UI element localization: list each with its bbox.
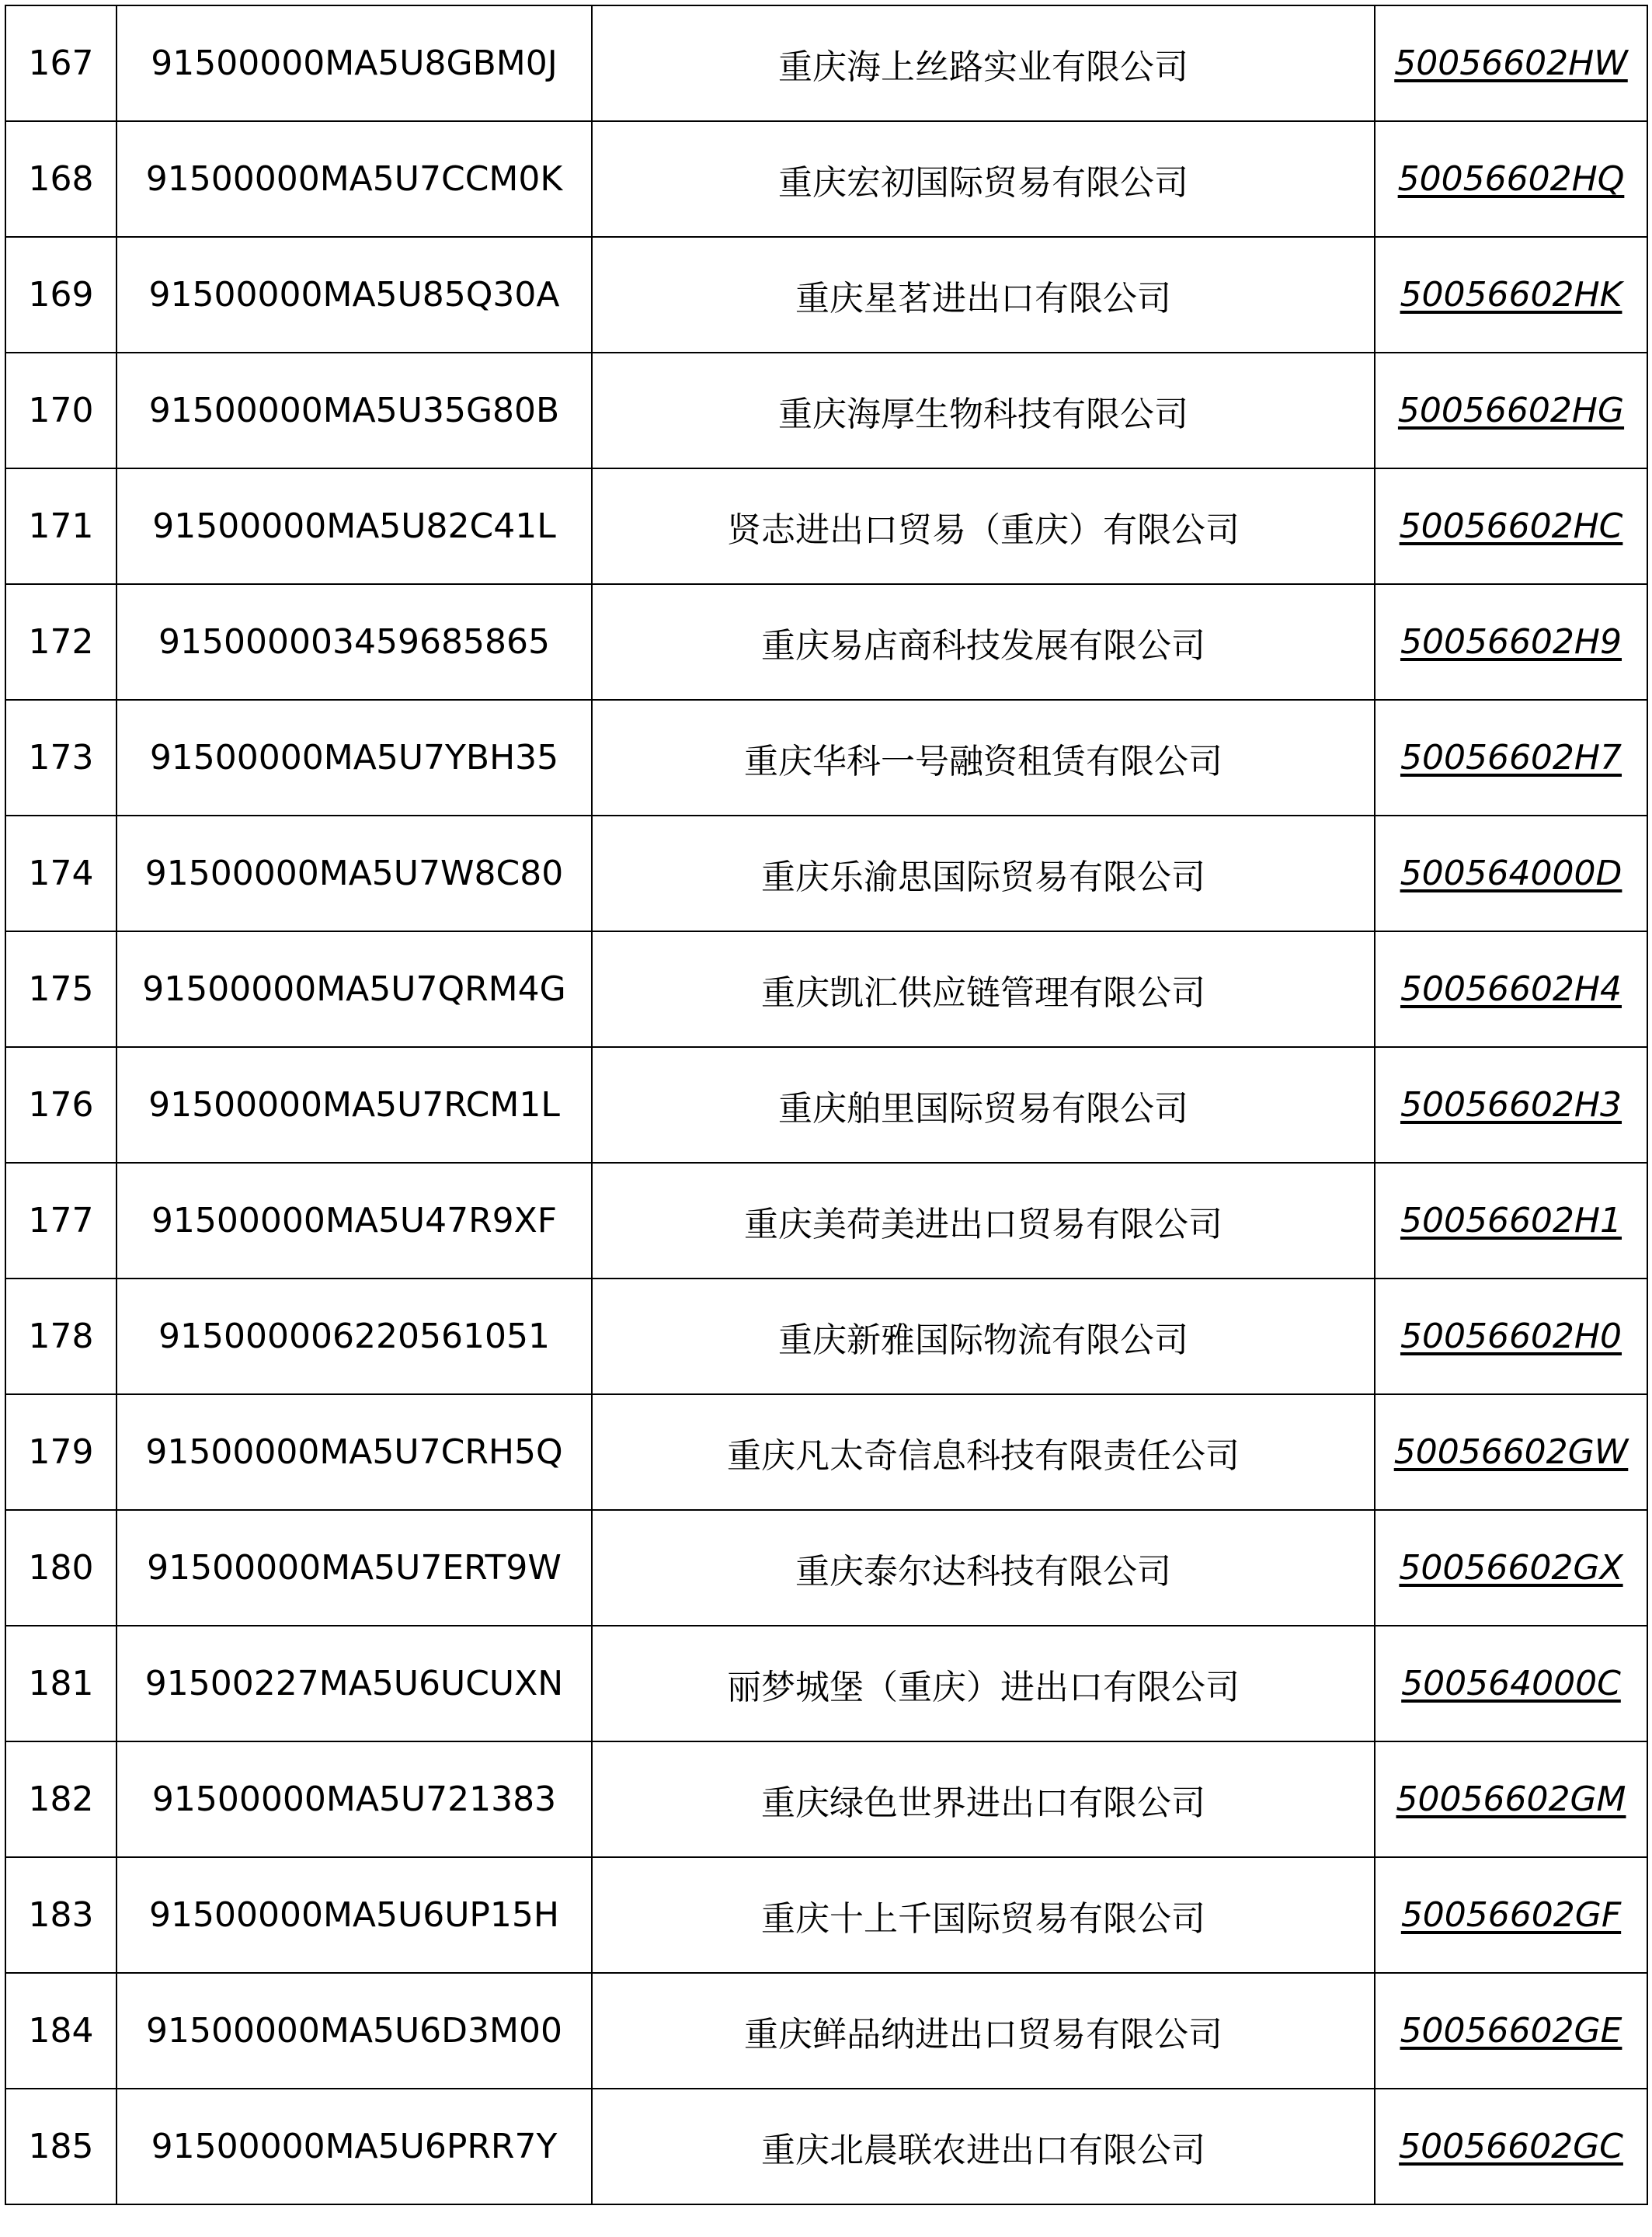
table-row (5, 1394, 1647, 1510)
credit-code-cell: 91500000MA5U6D3M00 (117, 1973, 592, 2089)
credit-code-cell: 915000006220561051 (117, 1279, 592, 1394)
credit-code-cell: 91500000MA5U721383 (117, 1741, 592, 1857)
company-name-cell: 重庆十上千国际贸易有限公司 (592, 1857, 1375, 1973)
company-name-cell: 重庆易店商科技发展有限公司 (592, 584, 1375, 700)
row-number-cell: 179 (5, 1394, 117, 1510)
row-number-cell: 180 (5, 1510, 117, 1626)
row-number-cell: 183 (5, 1857, 117, 1973)
row-number-cell: 169 (5, 237, 117, 353)
row-number-cell: 181 (5, 1626, 117, 1741)
company-name-cell: 重庆乐渝思国际贸易有限公司 (592, 816, 1375, 931)
company-name-cell: 重庆凡太奇信息科技有限责任公司 (592, 1394, 1375, 1510)
credit-code-cell: 91500000MA5U7YBH35 (117, 700, 592, 816)
table-body (5, 5, 1647, 2204)
company-name-cell: 重庆美荷美进出口贸易有限公司 (592, 1163, 1375, 1279)
registration-code-cell: 50056602HC (1375, 468, 1647, 584)
table-row (5, 1510, 1647, 1626)
table-row (5, 1163, 1647, 1279)
registration-code-cell: 50056602H3 (1375, 1047, 1647, 1163)
company-name-cell: 重庆舶里国际贸易有限公司 (592, 1047, 1375, 1163)
table-row (5, 1279, 1647, 1394)
credit-code-cell: 91500000MA5U7W8C80 (117, 816, 592, 931)
row-number-cell: 176 (5, 1047, 117, 1163)
table-row (5, 1857, 1647, 1973)
registration-code-cell: 50056602GC (1375, 2089, 1647, 2204)
registration-code-cell: 50056602HW (1375, 5, 1647, 121)
company-registry-table (5, 5, 1648, 2205)
credit-code-cell: 91500000MA5U7RCM1L (117, 1047, 592, 1163)
row-number-cell: 173 (5, 700, 117, 816)
company-name-cell: 重庆华科一号融资租赁有限公司 (592, 700, 1375, 816)
table-row (5, 5, 1647, 121)
row-number-cell: 184 (5, 1973, 117, 2089)
company-name-cell: 重庆鲜品纳进出口贸易有限公司 (592, 1973, 1375, 2089)
registration-code-cell: 500564000C (1375, 1626, 1647, 1741)
credit-code-cell: 91500000MA5U85Q30A (117, 237, 592, 353)
row-number-cell: 182 (5, 1741, 117, 1857)
registration-code-cell: 50056602H0 (1375, 1279, 1647, 1394)
registration-code-cell: 50056602GF (1375, 1857, 1647, 1973)
table-row (5, 1626, 1647, 1741)
credit-code-cell: 915000003459685865 (117, 584, 592, 700)
company-name-cell: 重庆宏初国际贸易有限公司 (592, 121, 1375, 237)
company-name-cell: 丽梦城堡（重庆）进出口有限公司 (592, 1626, 1375, 1741)
row-number-cell: 178 (5, 1279, 117, 1394)
company-name-cell: 重庆凯汇供应链管理有限公司 (592, 931, 1375, 1047)
row-number-cell: 175 (5, 931, 117, 1047)
table-row (5, 700, 1647, 816)
registration-code-cell: 50056602HG (1375, 353, 1647, 468)
row-number-cell: 168 (5, 121, 117, 237)
registration-code-cell: 50056602GM (1375, 1741, 1647, 1857)
company-name-cell: 重庆海厚生物科技有限公司 (592, 353, 1375, 468)
table-row (5, 816, 1647, 931)
credit-code-cell: 91500000MA5U8GBM0J (117, 5, 592, 121)
registration-code-cell: 50056602H9 (1375, 584, 1647, 700)
company-name-cell: 重庆新雅国际物流有限公司 (592, 1279, 1375, 1394)
company-name-cell: 重庆泰尔达科技有限公司 (592, 1510, 1375, 1626)
credit-code-cell: 91500000MA5U7CRH5Q (117, 1394, 592, 1510)
registration-code-cell: 50056602GX (1375, 1510, 1647, 1626)
credit-code-cell: 91500000MA5U7ERT9W (117, 1510, 592, 1626)
registration-code-cell: 50056602GW (1375, 1394, 1647, 1510)
table-row (5, 237, 1647, 353)
credit-code-cell: 91500227MA5U6UCUXN (117, 1626, 592, 1741)
credit-code-cell: 91500000MA5U7QRM4G (117, 931, 592, 1047)
registration-code-cell: 50056602H1 (1375, 1163, 1647, 1279)
company-name-cell: 重庆海上丝路实业有限公司 (592, 5, 1375, 121)
company-name-cell: 贤志进出口贸易（重庆）有限公司 (592, 468, 1375, 584)
table-row (5, 2089, 1647, 2204)
registration-code-cell: 50056602HK (1375, 237, 1647, 353)
table-row (5, 353, 1647, 468)
table-row (5, 1741, 1647, 1857)
table-row (5, 468, 1647, 584)
registration-code-cell: 500564000D (1375, 816, 1647, 931)
credit-code-cell: 91500000MA5U6PRR7Y (117, 2089, 592, 2204)
credit-code-cell: 91500000MA5U82C41L (117, 468, 592, 584)
registration-code-cell: 50056602HQ (1375, 121, 1647, 237)
company-name-cell: 重庆星茗进出口有限公司 (592, 237, 1375, 353)
registration-code-cell: 50056602GE (1375, 1973, 1647, 2089)
credit-code-cell: 91500000MA5U6UP15H (117, 1857, 592, 1973)
table-row (5, 931, 1647, 1047)
registration-code-cell: 50056602H7 (1375, 700, 1647, 816)
row-number-cell: 170 (5, 353, 117, 468)
credit-code-cell: 91500000MA5U35G80B (117, 353, 592, 468)
company-name-cell: 重庆绿色世界进出口有限公司 (592, 1741, 1375, 1857)
row-number-cell: 167 (5, 5, 117, 121)
row-number-cell: 185 (5, 2089, 117, 2204)
table-row (5, 1973, 1647, 2089)
row-number-cell: 174 (5, 816, 117, 931)
table-row (5, 584, 1647, 700)
table-row (5, 121, 1647, 237)
row-number-cell: 172 (5, 584, 117, 700)
credit-code-cell: 91500000MA5U47R9XF (117, 1163, 592, 1279)
table-row (5, 1047, 1647, 1163)
registration-code-cell: 50056602H4 (1375, 931, 1647, 1047)
company-name-cell: 重庆北晨联农进出口有限公司 (592, 2089, 1375, 2204)
row-number-cell: 171 (5, 468, 117, 584)
credit-code-cell: 91500000MA5U7CCM0K (117, 121, 592, 237)
row-number-cell: 177 (5, 1163, 117, 1279)
